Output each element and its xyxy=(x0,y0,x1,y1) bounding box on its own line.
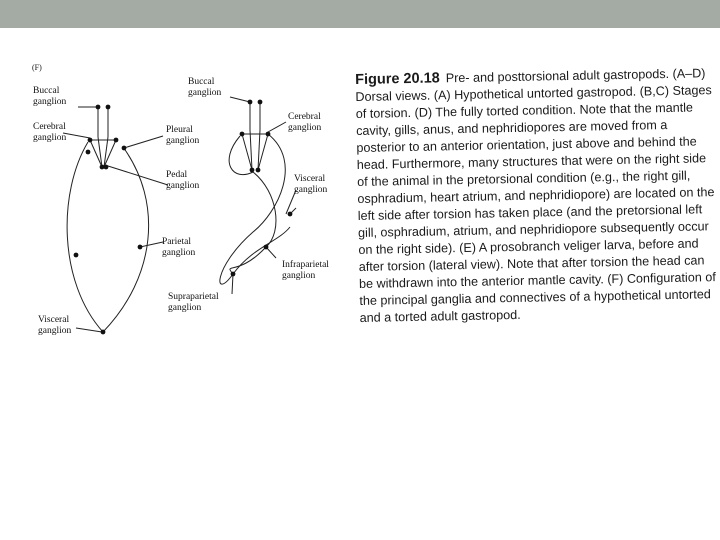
torted-figure8-connective xyxy=(220,134,290,284)
untorted-right-connective xyxy=(103,147,149,332)
caption-body: Pre- and posttorsional adult gastropods. (A–D) Dorsal views. (A) Hypothetical untorted gastropod. (B,C) Stages of torsion. (D) The fully torted condition. Note that the mantle cavity, gills, anus, and nephridiopores are moved from a posterior to an anterior orientation, just above and behind the head. Furthermore, many structures that were on the right side of the animal in the pretorsional condition (e.g., the right gill, osphradium, heart atrium, and nephridiopore) are located on the left side after torsion has taken place (and the pretorsional left gill, osphradium, atrium, and nephridiopore subsequently occur on the right side). (E) A prosobranch veliger larva, before and after torsion (lateral view). Note that after torsion the head can be withdrawn into the anterior mantle cavity. (F) Configuration of the principal ganglia and connectives of a hypothetical untorted and a torted adult gastropod. xyxy=(355,66,716,325)
label-visceral-ganglion-right: Visceral ganglion xyxy=(294,174,328,195)
label-supraparietal-ganglion: Supraparietal ganglion xyxy=(168,292,219,313)
label-buccal-ganglion-right: Buccal ganglion xyxy=(188,77,222,98)
title-bar-band xyxy=(0,0,720,28)
label-pedal-ganglion: Pedal ganglion xyxy=(166,170,200,191)
label-pleural-ganglion: Pleural ganglion xyxy=(166,125,200,146)
label-parietal-ganglion: Parietal ganglion xyxy=(162,237,196,258)
figure-caption xyxy=(355,65,720,327)
figure-title: Figure 20.18 xyxy=(355,70,440,88)
ganglia-figure xyxy=(28,62,348,352)
untorted-left-connective xyxy=(67,142,103,332)
label-buccal-ganglion-left: Buccal ganglion xyxy=(33,86,67,107)
label-infraparietal-ganglion: Infraparietal ganglion xyxy=(282,260,329,281)
label-cerebral-ganglion-right: Cerebral ganglion xyxy=(288,112,322,133)
label-visceral-ganglion-left: Visceral ganglion xyxy=(38,315,72,336)
corner-mark: (F) xyxy=(32,63,42,72)
label-cerebral-ganglion-left: Cerebral ganglion xyxy=(33,122,67,143)
